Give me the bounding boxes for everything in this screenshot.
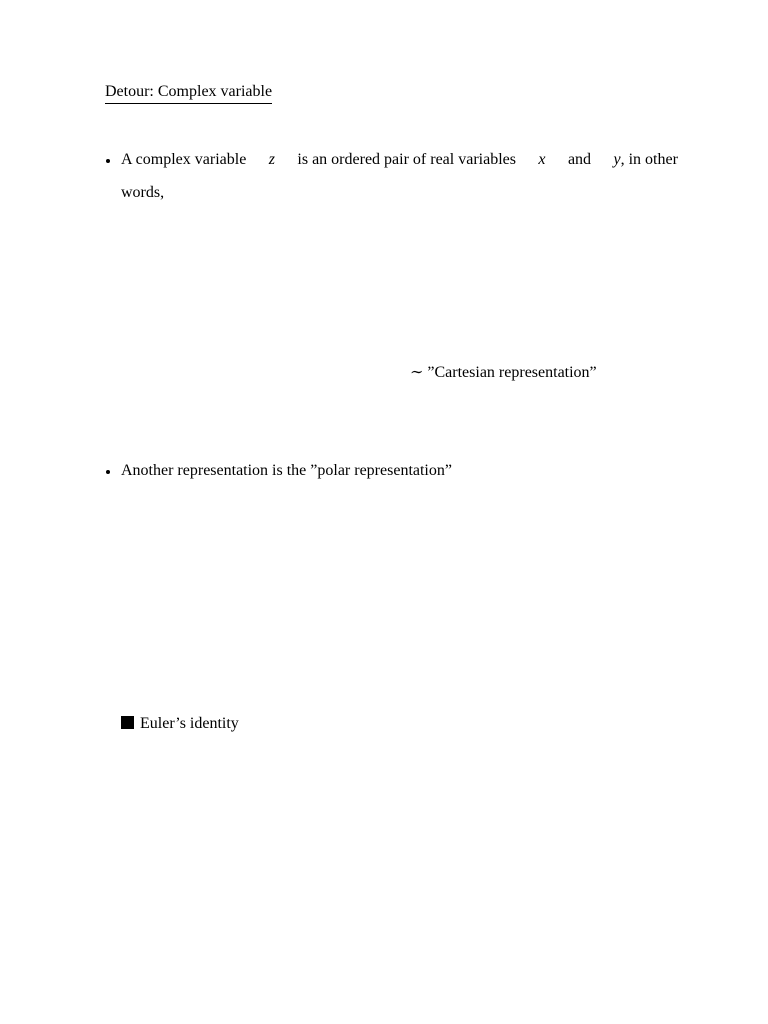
- cartesian-representation-note: ∼ ”Cartesian representation”: [410, 364, 597, 381]
- euler-identity-item: [121, 714, 239, 734]
- text-fragment: and: [567, 151, 592, 168]
- bullet-line-1: [121, 150, 678, 170]
- bullet-text: Another representation is the ”polar representation”: [121, 462, 452, 479]
- page-title: Detour: Complex variable: [105, 82, 272, 104]
- math-x: x: [538, 151, 546, 168]
- bullet-text: [121, 150, 678, 203]
- text-fragment: A complex variable: [121, 151, 247, 168]
- bullet-line-2: words,: [121, 184, 165, 201]
- filled-square-icon: [121, 716, 134, 729]
- text-fragment: , in other: [620, 151, 678, 168]
- math-y-group: [614, 150, 678, 170]
- math-y: y: [613, 151, 621, 168]
- math-z: z: [268, 151, 275, 168]
- euler-identity-label: Euler’s identity: [140, 715, 239, 732]
- text-fragment: is an ordered pair of real variables: [297, 151, 516, 168]
